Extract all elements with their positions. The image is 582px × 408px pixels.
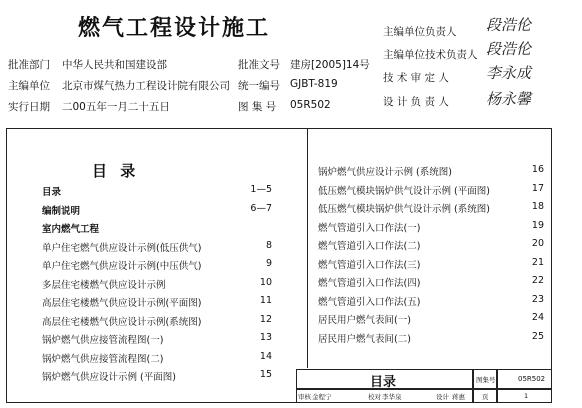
design-label: 设计	[436, 393, 449, 401]
toc-entry: 低压燃气模块锅炉供气设计示例 (平面图)	[318, 185, 490, 197]
check-label: 校对	[368, 393, 381, 401]
designer-name: 蒋惠	[452, 393, 465, 401]
toc-page-number: 16	[531, 164, 544, 175]
toc-entry: 高层住宅楼燃气供应设计示例(系统图)	[42, 316, 202, 328]
toc-entry: 燃气管道引入口作法(一)	[318, 222, 421, 234]
toc-entry: 居民用户燃气表间(二)	[318, 333, 411, 345]
approval-dept-label: 批准部门	[8, 59, 50, 71]
toc-page-number: 18	[531, 201, 544, 212]
role-design-lead: 设 计 负 责 人	[383, 96, 449, 108]
toc-entry: 室内燃气工程	[42, 224, 100, 235]
checker-name: 李华泉	[382, 393, 402, 401]
signature-2: 段浩伦	[486, 40, 532, 58]
atlas-no-label: 图 集 号	[238, 101, 277, 113]
atlas-no-value: 05R502	[290, 99, 331, 111]
toc-page-number: 6—7	[250, 202, 272, 214]
toc-entry: 锅炉燃气供应设计示例 (系统图)	[318, 167, 452, 178]
atlas-label: 图集号	[476, 376, 496, 384]
toc-entry: 锅炉燃气供应接管流程图(二)	[42, 353, 164, 365]
role-chief-unit: 主编单位负责人	[383, 26, 457, 38]
approval-no-label: 批准文号	[238, 59, 280, 71]
toc-page-number: 12	[259, 313, 272, 325]
signature-4: 杨永馨	[486, 90, 532, 108]
column-divider	[307, 128, 308, 368]
frame-right	[551, 128, 552, 403]
approval-dept-value: 中华人民共和国建设部	[62, 59, 167, 71]
auditor-name: 金程宁	[312, 393, 332, 401]
page-label: 页	[482, 393, 489, 401]
toc-page-number: 20	[531, 238, 544, 249]
toc-page-number: 24	[531, 312, 544, 323]
toc-page-number: 19	[531, 219, 544, 231]
toc-heading: 目 录	[92, 162, 140, 180]
toc-page-number: 21	[531, 256, 544, 268]
toc-page-number: 1—5	[250, 184, 272, 195]
toc-entry: 单户住宅燃气供应设计示例(中压供气)	[42, 261, 202, 272]
toc-entry: 锅炉燃气供应设计示例 (平面图)	[42, 372, 176, 383]
toc-page-number: 13	[259, 332, 272, 343]
unified-no-value: GJBT-819	[290, 78, 338, 90]
toc-entry: 锅炉燃气供应接管流程图(一)	[42, 335, 164, 346]
toc-page-number: 11	[259, 295, 272, 306]
toc-entry: 居民用户燃气表间(一)	[318, 315, 411, 326]
effective-date-label: 实行日期	[8, 101, 50, 113]
toc-entry: 燃气管道引入口作法(二)	[318, 241, 421, 252]
toc-entry: 高层住宅楼燃气供应设计示例(平面图)	[42, 298, 202, 309]
toc-page-number: 25	[531, 330, 544, 342]
toc-entry: 燃气管道引入口作法(五)	[318, 296, 421, 308]
toc-page-number: 22	[531, 275, 544, 286]
title-block-hline	[296, 388, 552, 390]
toc-entry: 编制说明	[42, 205, 81, 217]
toc-page-number: 17	[531, 182, 544, 194]
page-value: 1	[524, 392, 529, 400]
title-block-vline2	[472, 369, 474, 403]
signature-3: 李永成	[486, 64, 532, 82]
toc-page-number: 8	[265, 239, 272, 251]
frame-left	[6, 128, 7, 403]
atlas-value: 05R502	[518, 375, 546, 383]
signature-1: 段浩伦	[486, 16, 532, 34]
toc-entry: 目录	[42, 187, 62, 198]
role-tech-chief: 主编单位技术负责人	[383, 49, 478, 61]
approval-no-value: 建房[2005]14号	[290, 59, 370, 71]
document-title: 燃气工程设计施工	[78, 16, 271, 41]
editor-unit-label: 主编单位	[8, 80, 50, 92]
toc-entry: 单户住宅燃气供应设计示例(低压供气)	[42, 242, 202, 254]
toc-entry: 燃气管道引入口作法(四)	[318, 278, 421, 289]
toc-page-number: 9	[265, 258, 272, 269]
title-block-name: 目录	[370, 375, 397, 390]
audit-label: 审核	[298, 393, 311, 401]
toc-page-number: 14	[259, 350, 272, 362]
title-block-vline	[496, 369, 498, 403]
toc-page-number: 10	[259, 276, 272, 288]
header-divider	[6, 128, 552, 129]
toc-page-number: 23	[531, 293, 544, 305]
role-reviewer: 技 术 审 定 人	[383, 72, 449, 84]
toc-entry: 低压燃气模块锅炉供气设计示例 (系统图)	[318, 204, 490, 215]
toc-entry: 多层住宅楼燃气供应设计示例	[42, 279, 166, 291]
toc-page-number: 15	[259, 369, 272, 380]
unified-no-label: 统一编号	[238, 80, 280, 92]
toc-entry: 燃气管道引入口作法(三)	[318, 259, 421, 271]
effective-date-value: 二00五年一月二十五日	[62, 101, 170, 113]
editor-unit-value: 北京市煤气热力工程设计院有限公司	[62, 80, 230, 92]
